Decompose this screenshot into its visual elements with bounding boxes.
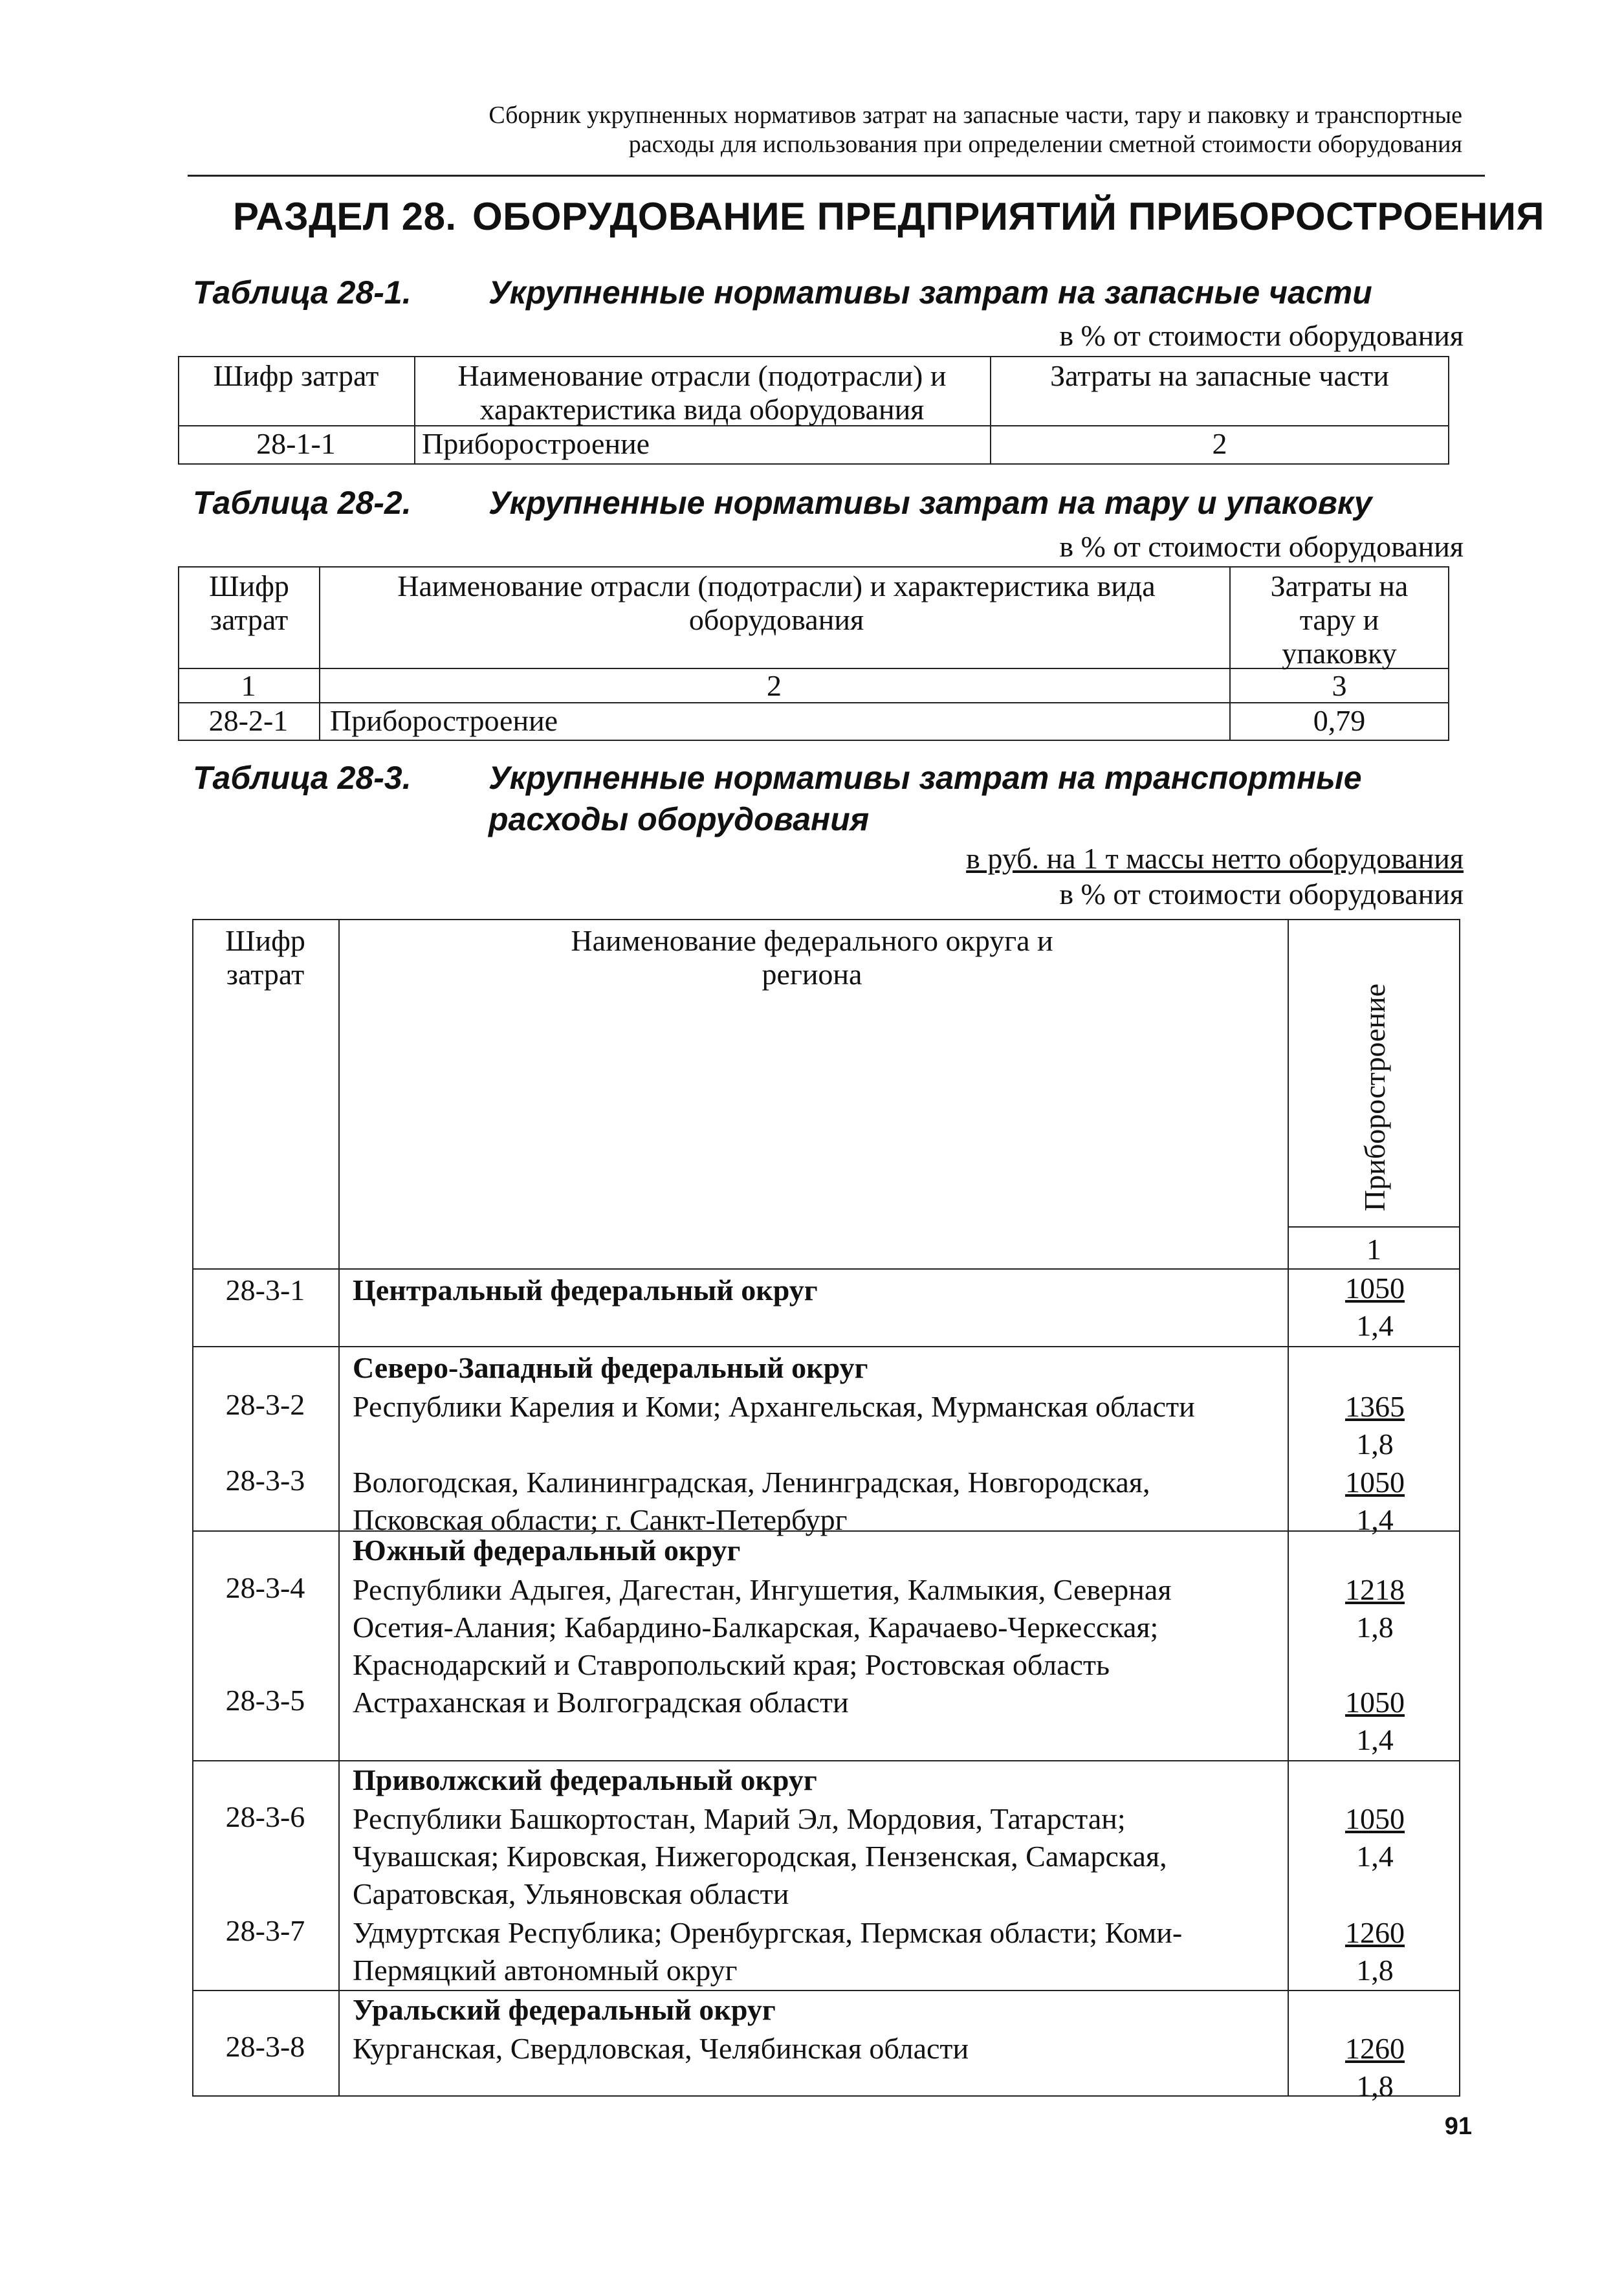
pct-value: 1,8 (1356, 1954, 1394, 1987)
rub-value: 1218 (1345, 1573, 1405, 1606)
district-heading: Южный федеральный округ (353, 1534, 741, 1567)
table3-row-code: 28-3-2 (225, 1388, 305, 1421)
running-header-line2: расходы для использования при определении сметной стоимости оборудования (628, 131, 1462, 158)
table2-unit: в % от стоимости оборудования (1059, 530, 1464, 563)
table3-row-values (1336, 1914, 1414, 1989)
table3-row-values (1336, 1388, 1414, 1463)
table3-col-divider-2 (1288, 919, 1289, 2097)
rub-value: 1260 (1345, 1916, 1405, 1949)
table2-row-name: Приборостроение (330, 704, 558, 737)
table3-row-code: 28-3-6 (225, 1800, 305, 1833)
table3-col-divider-1 (338, 919, 340, 2097)
running-header-line1: Сборник укрупненных нормативов затрат на запасные части, тару и паковку и транспортные (488, 102, 1462, 129)
pct-value: 1,4 (1356, 1503, 1394, 1536)
table2-header-value: Затраты на тару и упаковку (1270, 569, 1409, 670)
table3-row-name: Центральный федеральный округ (353, 1274, 818, 1307)
table3-row-values (1336, 1800, 1414, 1875)
table2-colnum-3: 3 (1332, 669, 1347, 702)
rub-value: 1050 (1345, 1466, 1405, 1499)
table3-header-code: Шифр затрат (225, 924, 305, 991)
table3-row-values (1336, 1684, 1414, 1759)
pct-value: 1,4 (1356, 1840, 1394, 1873)
table2-row-code: 28-2-1 (208, 704, 289, 737)
table3-header-name: Наименование федерального округа и региона (571, 924, 1053, 991)
table3-row-values (1336, 2030, 1414, 2105)
table3-group-divider-4 (192, 1990, 1460, 1991)
table3-row-name: Республики Адыгея, Дагестан, Ингушетия, Калмыкия, Северная Осетия-Алания; Кабардино-Балкарская, Карачаево-Черкесская; Краснодарский и Ставропольский края; Ростовская область (353, 1573, 1172, 1681)
table3-row-values (1336, 1270, 1414, 1345)
rub-value: 1050 (1345, 1802, 1405, 1835)
table1-row-name: Приборостроение (422, 427, 650, 460)
table1-header-code: Шифр затрат (213, 359, 379, 392)
table3-row-name: Астраханская и Волгоградская области (353, 1686, 849, 1719)
table1-row-value: 2 (1212, 427, 1227, 460)
table3-row-values (1336, 1571, 1414, 1646)
table3-row-code: 28-3-7 (225, 1914, 305, 1947)
table2-colnum-1: 1 (241, 669, 256, 702)
pct-value: 1,8 (1356, 2069, 1394, 2102)
table2-colnum-2: 2 (767, 669, 782, 702)
table1-label: Таблица 28-1. (193, 274, 411, 311)
table1-col-divider-1 (414, 356, 415, 465)
table3-row-name: Республики Башкортостан, Марий Эл, Мордовия, Татарстан; Чувашская; Кировская, Нижегородская, Пензенская, Самарская, Саратовская, Ульяновская области (353, 1802, 1167, 1910)
table3-row-code: 28-3-5 (225, 1684, 305, 1717)
table3-industry-subline (1288, 1226, 1460, 1228)
table3-unit-rub: в руб. на 1 т массы нетто оборудования (966, 842, 1464, 875)
section-title (233, 194, 1544, 239)
table3-group-divider-1 (192, 1346, 1460, 1347)
table3-row-code: 28-3-8 (225, 2030, 305, 2063)
table3-title: Укрупненные нормативы затрат на транспортные расходы оборудования (488, 760, 1362, 837)
section-name: ОБОРУДОВАНИЕ ПРЕДПРИЯТИЙ ПРИБОРОСТРОЕНИЯ (472, 195, 1545, 238)
table1-header-name: Наименование отрасли (подотрасли) и характеристика вида оборудования (457, 359, 947, 426)
rub-value: 1050 (1345, 1272, 1405, 1305)
table3-row-code: 28-3-4 (225, 1571, 305, 1604)
table3-row-name: Республики Карелия и Коми; Архангельская, Мурманская области (353, 1390, 1195, 1423)
table2-row-value: 0,79 (1313, 704, 1366, 737)
rub-value: 1050 (1345, 1686, 1405, 1719)
section-number: РАЗДЕЛ 28. (233, 195, 457, 238)
table3-header-divider (192, 1268, 1460, 1270)
table1-unit: в % от стоимости оборудования (1059, 319, 1464, 352)
pct-value: 1,8 (1356, 1428, 1394, 1461)
table3-row-name: Вологодская, Калининградская, Ленинградская, Новгородская, Псковская области; г. Санкт-Петербург (353, 1466, 1150, 1536)
table3-group-divider-3 (192, 1760, 1460, 1761)
table3-unit-pct: в % от стоимости оборудования (1059, 877, 1464, 910)
table3-row-code: 28-3-1 (225, 1274, 305, 1307)
table3-header-colnum: 1 (1366, 1233, 1381, 1266)
table1-header-value: Затраты на запасные части (1050, 359, 1389, 392)
table2-col-divider-1 (319, 566, 320, 741)
table3-row-values (1336, 1464, 1414, 1539)
table3-label: Таблица 28-3. (193, 760, 411, 796)
rub-value: 1365 (1345, 1390, 1405, 1423)
rub-value: 1260 (1345, 2032, 1405, 2065)
table1-title: Укрупненные нормативы затрат на запасные части (488, 274, 1372, 311)
pct-value: 1,8 (1356, 1611, 1394, 1644)
table3-row-name: Курганская, Свердловская, Челябинская области (353, 2032, 969, 2065)
table2-title: Укрупненные нормативы затрат на тару и упаковку (488, 485, 1372, 521)
table2-header-code: Шифр затрат (209, 569, 289, 636)
header-rule (188, 175, 1485, 177)
district-heading: Северо-Западный федеральный округ (353, 1351, 868, 1384)
table1-row-code: 28-1-1 (256, 427, 336, 460)
district-heading: Приволжский федеральный округ (353, 1763, 817, 1796)
table3-row-code: 28-3-3 (225, 1464, 305, 1497)
page-number: 91 (1444, 2113, 1472, 2140)
table2-header-name: Наименование отрасли (подотрасли) и характеристика вида оборудования (397, 569, 1156, 636)
district-heading: Уральский федеральный округ (353, 1993, 776, 2026)
table3-header-industry: Приборостроение (1358, 983, 1391, 1211)
table2-label: Таблица 28-2. (193, 485, 411, 521)
pct-value: 1,4 (1356, 1723, 1394, 1756)
table3-row-name: Удмуртская Республика; Оренбургская, Пермская области; Коми-Пермяцкий автономный округ (353, 1916, 1183, 1987)
pct-value: 1,4 (1356, 1309, 1394, 1342)
